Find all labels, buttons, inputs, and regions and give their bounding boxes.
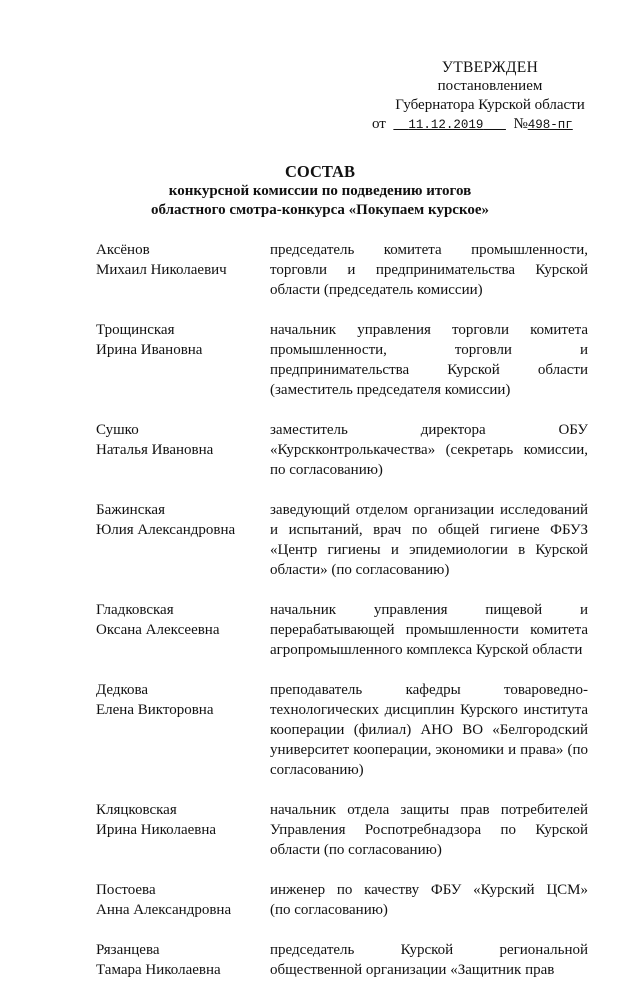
member-given-names: Оксана Алексеевна bbox=[96, 622, 220, 638]
member-entry bbox=[96, 320, 588, 400]
member-given-names: Анна Александровна bbox=[96, 902, 232, 918]
member-given-names: Ирина Николаевна bbox=[96, 822, 217, 838]
approval-title: УТВЕРЖДЕН bbox=[441, 59, 539, 76]
member-name bbox=[96, 240, 266, 280]
member-given-names: Юлия Александровна bbox=[96, 522, 236, 538]
document-subtitle-1: конкурсной комиссии по подведению итогов bbox=[168, 183, 472, 199]
member-surname: Трощинская bbox=[96, 322, 175, 338]
member-role-line: «Курскконтролькачества» (секретарь комиссии, bbox=[270, 442, 588, 458]
member-role-line: председатель комитета промышленности, bbox=[270, 242, 588, 258]
member-given-names: Михаил Николаевич bbox=[96, 262, 227, 278]
member-name bbox=[96, 800, 266, 840]
approval-date-line bbox=[372, 115, 600, 135]
member-role-line: председатель Курской региональной bbox=[270, 942, 588, 958]
member-surname: Кляцковская bbox=[96, 802, 177, 818]
member-role-line: промышленности, торговли и bbox=[270, 342, 588, 358]
document-subtitle-2: областного смотра-конкурса «Покупаем курское» bbox=[150, 202, 490, 218]
number-prefix: № bbox=[513, 116, 528, 132]
member-role-line: инженер по качеству ФБУ «Курский ЦСМ» bbox=[270, 882, 588, 898]
member-role bbox=[270, 600, 588, 660]
approval-number: 498-пг bbox=[527, 118, 573, 132]
member-role-line: начальник управления пищевой и bbox=[270, 602, 588, 618]
member-role-line: области (председатель комиссии) bbox=[270, 282, 483, 298]
approval-line-1: постановлением bbox=[437, 78, 543, 94]
member-role bbox=[270, 880, 588, 920]
document-title-block bbox=[0, 162, 640, 220]
member-role-line: университет кооперации, экономики и права» (по bbox=[270, 742, 588, 758]
member-role-line: начальник отдела защиты прав потребителей bbox=[270, 802, 588, 818]
member-name bbox=[96, 940, 266, 980]
member-surname: Аксёнов bbox=[96, 242, 150, 258]
member-role-line: Управления Роспотребнадзора по Курской bbox=[270, 822, 588, 838]
member-role-line: «Центр гигиены и эпидемиологии в Курской bbox=[270, 542, 588, 558]
approval-stamp bbox=[372, 58, 600, 135]
member-role-line: торговли и предпринимательства Курской bbox=[270, 262, 588, 278]
member-role bbox=[270, 420, 588, 480]
member-name bbox=[96, 600, 266, 640]
member-role-line: перерабатывающей промышленности комитета bbox=[270, 622, 588, 638]
date-prefix: от bbox=[372, 116, 386, 132]
member-given-names: Ирина Ивановна bbox=[96, 342, 203, 358]
member-role-line: по согласованию) bbox=[270, 462, 383, 478]
member-role bbox=[270, 240, 588, 300]
member-entry bbox=[96, 600, 588, 660]
member-role-line: предпринимательства Курской области bbox=[270, 362, 588, 378]
member-entry bbox=[96, 680, 588, 780]
member-role-line: согласованию) bbox=[270, 762, 364, 778]
member-role-line: кооперации (филиал) АНО ВО «Белгородский bbox=[270, 722, 588, 738]
member-role-line: технологических дисциплин Курского института bbox=[270, 702, 588, 718]
member-name bbox=[96, 320, 266, 360]
member-surname: Постоева bbox=[96, 882, 156, 898]
member-given-names: Тамара Николаевна bbox=[96, 962, 221, 978]
member-name bbox=[96, 500, 266, 540]
member-entry bbox=[96, 500, 588, 580]
member-role bbox=[270, 320, 588, 400]
approval-line-2: Губернатора Курской области bbox=[395, 97, 585, 113]
member-name bbox=[96, 680, 266, 720]
member-role-line: начальник управления торговли комитета bbox=[270, 322, 588, 338]
member-surname: Сушко bbox=[96, 422, 139, 438]
approval-date: 11.12.2019 bbox=[408, 118, 484, 132]
member-role-line: области» (по согласованию) bbox=[270, 562, 450, 578]
member-role bbox=[270, 940, 588, 980]
member-entry bbox=[96, 240, 588, 300]
member-entry bbox=[96, 420, 588, 480]
member-name bbox=[96, 420, 266, 460]
member-role bbox=[270, 680, 588, 780]
member-role-line: области (по согласованию) bbox=[270, 842, 442, 858]
member-role bbox=[270, 500, 588, 580]
member-entry bbox=[96, 940, 588, 980]
member-entry bbox=[96, 800, 588, 860]
member-surname: Рязанцева bbox=[96, 942, 160, 958]
commission-members-list bbox=[96, 240, 588, 1000]
member-entry bbox=[96, 880, 588, 920]
member-role-line: (по согласованию) bbox=[270, 902, 388, 918]
member-role-line: преподаватель кафедры товароведно- bbox=[270, 682, 588, 698]
member-role-line: общественной организации «Защитник прав bbox=[270, 962, 555, 978]
member-role bbox=[270, 800, 588, 860]
member-surname: Дедкова bbox=[96, 682, 149, 698]
member-surname: Гладковская bbox=[96, 602, 174, 618]
member-name bbox=[96, 880, 266, 920]
member-role-line: и испытаний, врач по общей гигиене ФБУЗ bbox=[270, 522, 588, 538]
member-role-line: заведующий отделом организации исследований bbox=[270, 502, 588, 518]
member-surname: Бажинская bbox=[96, 502, 165, 518]
member-role-line: агропромышленного комплекса Курской области bbox=[270, 642, 583, 658]
member-given-names: Наталья Ивановна bbox=[96, 442, 214, 458]
member-role-line: заместитель директора ОБУ bbox=[270, 422, 588, 438]
member-role-line: (заместитель председателя комиссии) bbox=[270, 382, 511, 398]
member-given-names: Елена Викторовна bbox=[96, 702, 214, 718]
document-title: СОСТАВ bbox=[285, 162, 355, 181]
